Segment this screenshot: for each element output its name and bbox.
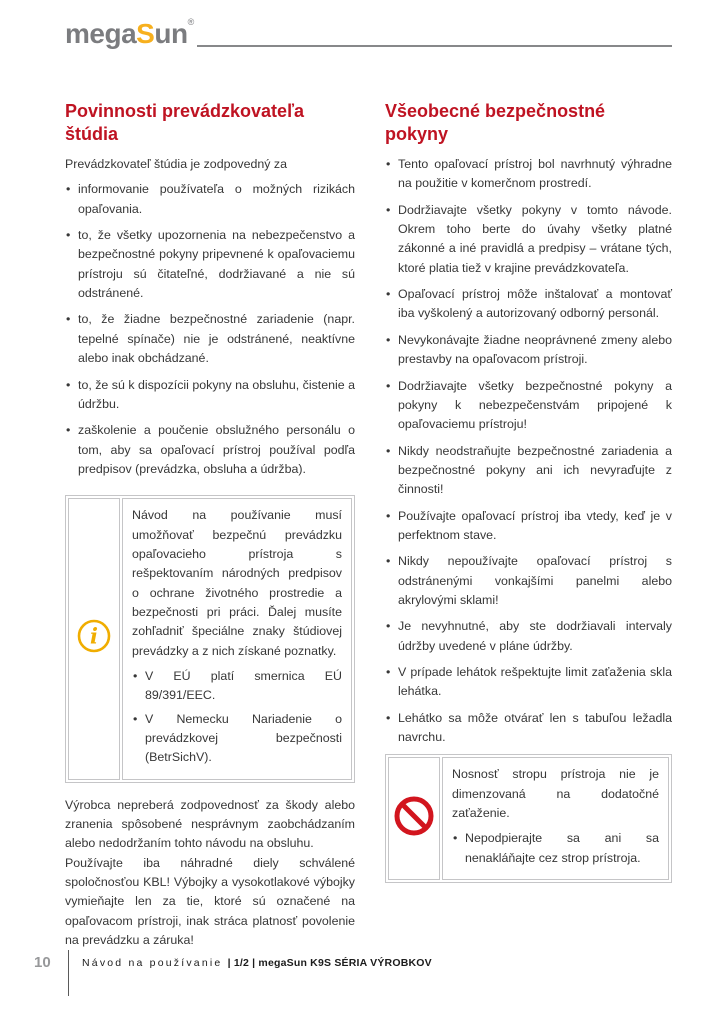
page-footer (0, 946, 724, 1006)
warning-list (452, 829, 659, 872)
right-column (385, 100, 672, 950)
duties-list-item: • zaškolenie a poučenie obslužného personálu o tom, aby sa opaľovací prístroj používal podľa predpisov (prevádzka, obsluha a údržba). (65, 421, 355, 479)
logo-text-mega: mega (65, 18, 137, 49)
info-icon (76, 618, 112, 659)
safety-list-item: • Opaľovací prístroj môže inštalovať a montovať iba vyškolený a autorizovaný odborný personál. (385, 285, 672, 324)
liability-paragraph: Výrobca nepreberá zodpovednosť za škody alebo zranenia spôsobené nesprávnym zaobchádzaním alebo nedodržaním tohto návodu na obsluhu. (65, 797, 355, 851)
warning-paragraph: Nosnosť stropu prístroja nie je dimenzovaná na dodatočné zaťaženie. (452, 767, 659, 821)
safety-list-item: • Nevykonávajte žiadne neoprávnené zmeny alebo prestavby na opaľovacom prístroji. (385, 331, 672, 370)
megasun-logo (65, 18, 194, 48)
page-header (65, 18, 672, 48)
registered-mark: ® (187, 17, 195, 27)
info-paragraph: Návod na používanie musí umožňovať bezpečnú prevádzku opaľovacieho prístroja s rešpektovaním národných predpisov o ochrane životného prostredie a bezpečnosti pri práci. Ďalej musíte zohľadniť špeciálne znaky štúdiovej prevádzky a z nich získané poznatky. (132, 508, 342, 658)
header-rule (197, 45, 672, 47)
intro-paragraph: Prevádzkovateľ štúdia je zodpovedný za (65, 157, 287, 172)
warning-box (385, 754, 672, 883)
safety-list-item: • V prípade lehátok rešpektujte limit zaťaženia skla lehátka. (385, 663, 672, 702)
info-list-item: • V Nemecku Nariadenie o prevádzkovej bezpečnosti (BetrSichV). (132, 710, 342, 768)
info-box (65, 495, 355, 782)
safety-list-item: • Nikdy nepoužívajte opaľovací prístroj s odstránenými vonkajšími panelmi alebo akrylovými sklami! (385, 552, 672, 610)
safety-list-item: • Nikdy neodstraňujte bezpečnostné zariadenia a bezpečnostné pokyny ani ich nevyraďujte z činnosti! (385, 442, 672, 500)
footer-divider (68, 950, 69, 996)
info-list-item: • V EÚ platí smernica EÚ 89/391/EEC. (132, 667, 342, 706)
safety-list-item: • Lehátko sa môže otvárať len s tabuľou ležadla navrchu. (385, 709, 672, 748)
safety-list-item: • Tento opaľovací prístroj bol navrhnutý výhradne na použitie v komerčnom prostredí. (385, 155, 672, 194)
page-number: 10 (34, 954, 51, 971)
duties-list-item: • informovanie používateľa o možných rizikách opaľovania. (65, 180, 355, 219)
warning-list-item: • Nepodpierajte sa ani sa nenakláňajte cez strop prístroja. (452, 829, 659, 868)
footer-text (82, 957, 432, 969)
duties-list-item: • to, že všetky upozornenia na nebezpečenstvo a bezpečnostné pokyny pripevnené k opaľovaciemu prístroju sú čitateľné, dodržiavané a nie sú odstránené. (65, 226, 355, 303)
warning-box-icon-cell (388, 757, 440, 880)
warning-box-text-cell (442, 757, 669, 880)
info-box-icon-cell (68, 498, 120, 779)
duties-list (65, 180, 355, 479)
footer-text-plain: Návod na používanie (82, 957, 228, 969)
svg-text:i: i (90, 623, 98, 649)
safety-list-item: • Používajte opaľovací prístroj iba vtedy, keď je v perfektnom stave. (385, 507, 672, 546)
duties-list-item: • to, že sú k dispozícii pokyny na obsluhu, čistenie a údržbu. (65, 376, 355, 415)
logo-text-un: un (154, 18, 188, 49)
prohibition-icon (393, 795, 435, 842)
footer-text-bold: | 1/2 | megaSun K9S SÉRIA VÝROBKOV (227, 957, 432, 969)
safety-list (385, 155, 672, 747)
heading-operator-duties: Povinnosti prevádzkovateľa štúdia (65, 101, 305, 145)
safety-list-item: • Je nevyhnutné, aby ste dodržiavali intervaly údržby uvedené v pláne údržby. (385, 617, 672, 656)
left-column (65, 100, 355, 950)
heading-general-safety: Všeobecné bezpečnostné pokyny (385, 101, 606, 145)
info-list (132, 667, 342, 772)
safety-list-item: • Dodržiavajte všetky bezpečnostné pokyny a pokyny k nebezpečenstvám pripojené k opaľovaciemu prístroju! (385, 377, 672, 435)
spare-parts-paragraph: Používajte iba náhradné diely schválené spoločnosťou KBL! Výbojky a vysokotlakové výbojky vymieňajte len za tie, ktoré sú označené na opaľovacom prístroji, inak stráca platnosť povolenie na prevádzku a záruka! (65, 855, 355, 948)
content-columns (65, 100, 672, 950)
duties-list-item: • to, že žiadne bezpečnostné zariadenie (napr. tepelné spínače) nie je odstránené, neaktívne alebo inak obchádzané. (65, 310, 355, 368)
logo-text-s: S (136, 18, 155, 49)
info-box-text-cell (122, 498, 352, 779)
safety-list-item: • Dodržiavajte všetky pokyny v tomto návode. Okrem toho berte do úvahy všetky platné zákonné a iné pravidlá a predpisy – vrátane tých, ktoré platia tiež v krajine prevádzkovateľa. (385, 201, 672, 278)
